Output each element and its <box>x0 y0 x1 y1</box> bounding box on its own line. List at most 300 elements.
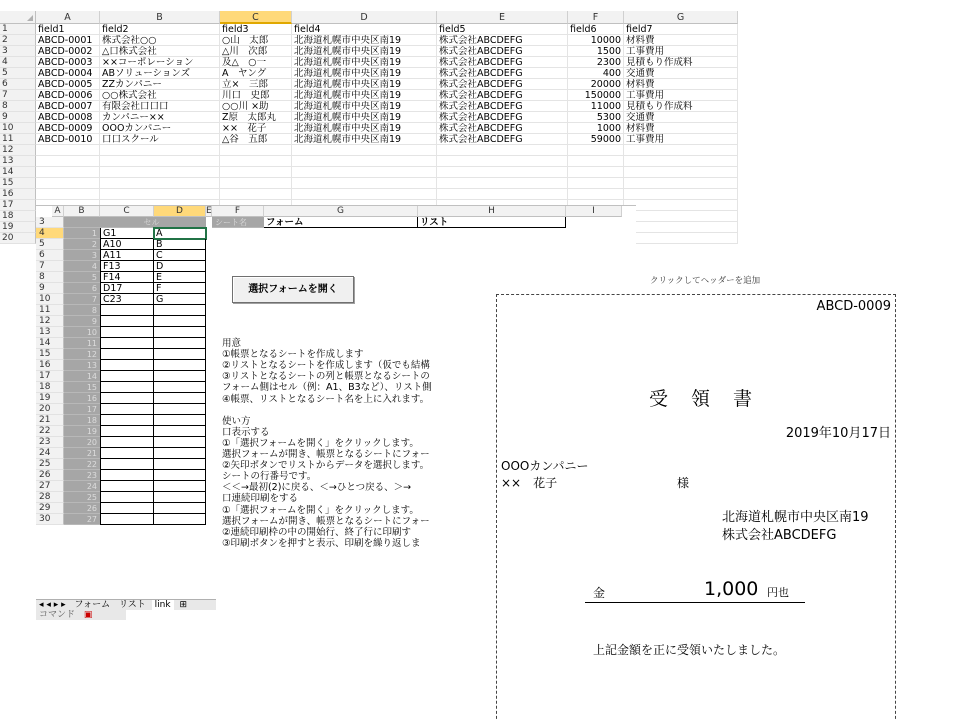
grid-cell[interactable]: 有限会社口口口 <box>100 101 220 112</box>
grid-cell[interactable]: 株式会社ABCDEFG <box>437 90 568 101</box>
grid-cell[interactable]: field1 <box>36 24 100 35</box>
grid-cell[interactable]: 立× 三郎 <box>220 79 292 90</box>
form-cell-ref[interactable]: A10 <box>100 239 154 250</box>
recipient-company: OOOカンパニー <box>501 459 589 473</box>
grid-cell[interactable]: field5 <box>437 24 568 35</box>
index-cell: 16 <box>64 393 100 404</box>
grid-cell[interactable] <box>437 178 568 189</box>
tab-form[interactable]: フォーム <box>74 600 111 610</box>
column-header[interactable]: D <box>292 11 437 24</box>
column-header[interactable]: C <box>220 11 292 24</box>
grid-cell[interactable] <box>624 211 738 222</box>
row-header[interactable]: 24 <box>36 448 64 459</box>
grid-cell[interactable]: 株式会社ABCDEFG <box>437 123 568 134</box>
index-cell: 13 <box>64 360 100 371</box>
form-cell-ref[interactable] <box>100 393 154 404</box>
grid-cell[interactable] <box>36 189 100 200</box>
form-cell-ref[interactable] <box>100 459 154 470</box>
form-cell-ref[interactable]: C23 <box>100 294 154 305</box>
form-cell-ref[interactable] <box>100 426 154 437</box>
grid-cell[interactable]: 北海道札幌市中央区南19 <box>292 123 437 134</box>
grid-cell[interactable] <box>220 178 292 189</box>
list-column-ref[interactable] <box>154 404 206 415</box>
instruction-line: 使い方 <box>222 415 251 427</box>
list-column-ref[interactable]: D <box>154 261 206 272</box>
column-header[interactable]: E <box>206 206 212 216</box>
form-cell-ref[interactable] <box>100 448 154 459</box>
row-header[interactable]: 13 <box>36 327 64 338</box>
grid-cell[interactable]: 北海道札幌市中央区南19 <box>292 90 437 101</box>
row-header[interactable]: 19 <box>36 393 64 404</box>
row-header[interactable]: 4 <box>0 57 36 68</box>
instruction-line: 選択フォームが開き、帳票となるシートにフォー <box>222 515 430 527</box>
list-column-ref[interactable]: E <box>154 272 206 283</box>
row-header[interactable]: 21 <box>36 415 64 426</box>
form-cell-ref[interactable] <box>100 316 154 327</box>
grid-cell[interactable] <box>292 167 437 178</box>
grid-cell[interactable] <box>624 156 738 167</box>
grid-cell[interactable]: 株式会社ABCDEFG <box>437 79 568 90</box>
form-cell-ref[interactable] <box>100 305 154 316</box>
grid-cell[interactable]: 20000 <box>568 79 624 90</box>
form-cell-ref[interactable] <box>100 492 154 503</box>
form-cell-ref[interactable] <box>100 404 154 415</box>
list-column-ref[interactable] <box>154 492 206 503</box>
instruction-line: ②連続印刷枠の中の開始行、終了行に印刷す <box>222 526 412 538</box>
grid-cell[interactable]: 2300 <box>568 57 624 68</box>
form-sheet-name-cell[interactable]: フォーム <box>264 217 418 228</box>
list-column-ref[interactable] <box>154 371 206 382</box>
index-cell: 6 <box>64 283 100 294</box>
grid-cell[interactable]: ABCD-0010 <box>36 134 100 145</box>
grid-cell[interactable] <box>437 156 568 167</box>
row-header[interactable]: 16 <box>36 360 64 371</box>
instruction-line: 口連続印刷をする <box>222 493 299 505</box>
row-header[interactable]: 14 <box>36 338 64 349</box>
column-header[interactable]: C <box>100 206 154 217</box>
grid-cell[interactable]: ABCD-0005 <box>36 79 100 90</box>
grid-cell[interactable]: 交通費 <box>624 68 738 79</box>
grid-cell[interactable] <box>624 233 738 244</box>
grid-cell[interactable]: △川 次郎 <box>220 46 292 57</box>
row-header[interactable]: 8 <box>36 272 64 283</box>
open-select-form-button[interactable]: 選択フォームを開く <box>232 276 354 303</box>
column-header[interactable]: I <box>566 206 622 217</box>
form-cell-ref[interactable] <box>100 338 154 349</box>
column-header[interactable]: A <box>36 11 100 24</box>
row-header[interactable]: 4 <box>36 228 64 239</box>
grid-cell[interactable]: ZZカンパニー <box>100 79 220 90</box>
grid-cell[interactable] <box>36 156 100 167</box>
grid-cell[interactable]: 11000 <box>568 101 624 112</box>
index-cell: 18 <box>64 415 100 426</box>
grid-cell[interactable]: 材料費 <box>624 35 738 46</box>
grid-cell[interactable]: ABソリューションズ <box>100 68 220 79</box>
grid-cell[interactable]: 口口スクール <box>100 134 220 145</box>
receipt-date: 2019年10月17日 <box>785 426 891 441</box>
tab-list[interactable]: リスト <box>118 600 146 610</box>
grid-cell[interactable]: ABCD-0002 <box>36 46 100 57</box>
form-cell-ref[interactable] <box>100 503 154 514</box>
grid-cell[interactable]: ××コーポレーション <box>100 57 220 68</box>
grid-cell[interactable] <box>568 145 624 156</box>
add-header-hint[interactable]: クリックしてヘッダーを追加 <box>650 276 761 286</box>
form-cell-ref[interactable]: F14 <box>100 272 154 283</box>
instruction-line: ②リストとなるシートを作成します（仮でも結構 <box>222 360 430 372</box>
grid-cell[interactable] <box>220 145 292 156</box>
grid-cell[interactable] <box>437 189 568 200</box>
row-header[interactable]: 2 <box>0 35 36 46</box>
list-column-ref[interactable]: B <box>154 239 206 250</box>
grid-cell[interactable]: 400 <box>568 68 624 79</box>
column-header[interactable]: D <box>154 206 206 217</box>
grid-cell[interactable]: Z原 太郎丸 <box>220 112 292 123</box>
instruction-line: ④帳票、リストとなるシート名を上に入れます。 <box>222 393 430 405</box>
list-sheet-name-cell[interactable]: リスト <box>418 217 566 228</box>
grid-cell[interactable]: ○○川 ×助 <box>220 101 292 112</box>
row-header[interactable]: 15 <box>0 178 36 189</box>
row-header[interactable]: 10 <box>0 123 36 134</box>
row-header[interactable]: 6 <box>0 79 36 90</box>
grid-cell[interactable]: ABCD-0009 <box>36 123 100 134</box>
grid-cell[interactable]: 材料費 <box>624 123 738 134</box>
row-header[interactable]: 18 <box>36 382 64 393</box>
grid-cell[interactable]: 北海道札幌市中央区南19 <box>292 35 437 46</box>
row-header[interactable]: 28 <box>36 492 64 503</box>
grid-cell[interactable] <box>292 189 437 200</box>
list-column-ref[interactable] <box>154 426 206 437</box>
list-column-ref[interactable] <box>154 316 206 327</box>
list-column-ref[interactable] <box>154 305 206 316</box>
index-cell: 25 <box>64 492 100 503</box>
row-header[interactable]: 19 <box>0 222 36 233</box>
macro-record-icon[interactable]: ▣ <box>83 610 93 620</box>
grid-cell[interactable] <box>292 145 437 156</box>
grid-cell[interactable]: 株式会社ABCDEFG <box>437 35 568 46</box>
honorific: 様 <box>677 476 690 490</box>
receipt-title: 受 領 書 <box>649 388 755 410</box>
list-column-ref[interactable] <box>154 349 206 360</box>
form-cell-ref[interactable] <box>100 437 154 448</box>
grid-cell[interactable] <box>624 200 738 211</box>
form-cell-ref[interactable] <box>100 327 154 338</box>
grid-cell[interactable]: 見積もり作成料 <box>624 57 738 68</box>
grid-cell[interactable]: 北海道札幌市中央区南19 <box>292 112 437 123</box>
index-cell: 27 <box>64 514 100 525</box>
row-header[interactable]: 3 <box>0 46 36 57</box>
grid-cell[interactable] <box>437 145 568 156</box>
form-cell-ref[interactable] <box>100 371 154 382</box>
column-header[interactable]: B <box>64 206 100 217</box>
grid-cell[interactable] <box>100 189 220 200</box>
row-header[interactable]: 13 <box>0 156 36 167</box>
index-cell: 8 <box>64 305 100 316</box>
index-cell: 10 <box>64 327 100 338</box>
grid-cell[interactable]: ABCD-0008 <box>36 112 100 123</box>
issuer-address: 北海道札幌市中央区南19 <box>722 510 869 525</box>
index-cell: 12 <box>64 349 100 360</box>
grid-cell[interactable]: 北海道札幌市中央区南19 <box>292 101 437 112</box>
column-header[interactable]: F <box>212 206 264 217</box>
index-cell: 21 <box>64 448 100 459</box>
list-column-ref[interactable] <box>154 338 206 349</box>
grid-cell[interactable]: A ヤング <box>220 68 292 79</box>
index-cell: 17 <box>64 404 100 415</box>
grid-cell[interactable] <box>568 167 624 178</box>
receipt-preview <box>434 250 960 720</box>
row-header[interactable]: 11 <box>36 305 64 316</box>
grid-cell[interactable]: 1500 <box>568 46 624 57</box>
list-column-ref[interactable] <box>154 327 206 338</box>
form-cell-ref[interactable] <box>100 481 154 492</box>
form-cell-ref[interactable]: F13 <box>100 261 154 272</box>
cell-column-title: セル <box>100 217 206 228</box>
grid-cell[interactable]: ABCD-0001 <box>36 35 100 46</box>
index-cell: 19 <box>64 426 100 437</box>
instruction-line: フォーム側はセル（例：A1、B3など）、リスト側 <box>222 382 432 394</box>
grid-cell[interactable]: 150000 <box>568 90 624 101</box>
amount-unit: 円也 <box>767 586 789 599</box>
grid-cell[interactable] <box>100 178 220 189</box>
grid-cell[interactable] <box>220 156 292 167</box>
form-cell-ref[interactable] <box>100 470 154 481</box>
instruction-line: ①「選択フォームを開く」をクリックします。 <box>222 437 419 449</box>
grid-cell[interactable]: 株式会社○○ <box>100 35 220 46</box>
row-header[interactable]: 10 <box>36 294 64 305</box>
select-all-corner[interactable] <box>0 11 36 24</box>
grid-cell[interactable] <box>624 145 738 156</box>
list-column-ref[interactable] <box>154 459 206 470</box>
grid-cell[interactable] <box>36 178 100 189</box>
index-cell: 4 <box>64 261 100 272</box>
amount-label: 金 <box>593 586 606 600</box>
grid-cell[interactable]: ABCD-0006 <box>36 90 100 101</box>
sheet-name-label: シート名 <box>212 217 264 228</box>
grid-cell[interactable] <box>220 167 292 178</box>
grid-cell[interactable]: 交通費 <box>624 112 738 123</box>
grid-cell[interactable]: 10000 <box>568 35 624 46</box>
grid-cell[interactable]: 北海道札幌市中央区南19 <box>292 134 437 145</box>
grid-cell[interactable] <box>100 167 220 178</box>
grid-cell[interactable]: 59000 <box>568 134 624 145</box>
row-header[interactable]: 30 <box>36 514 64 525</box>
row-header[interactable]: 17 <box>0 200 36 211</box>
grid-cell[interactable]: 川口 史郎 <box>220 90 292 101</box>
grid-cell[interactable] <box>568 189 624 200</box>
grid-cell[interactable]: field6 <box>568 24 624 35</box>
sheet-tab-bar <box>36 599 216 610</box>
grid-cell[interactable]: field7 <box>624 24 738 35</box>
list-column-ref[interactable]: G <box>154 294 206 305</box>
row-header[interactable]: 16 <box>0 189 36 200</box>
grid-cell[interactable] <box>437 167 568 178</box>
grid-cell[interactable]: ABCD-0007 <box>36 101 100 112</box>
grid-cell[interactable]: 及△ ○一 <box>220 57 292 68</box>
index-cell: 22 <box>64 459 100 470</box>
row-header[interactable]: 12 <box>0 145 36 156</box>
list-column-ref[interactable] <box>154 415 206 426</box>
form-cell-ref[interactable]: D17 <box>100 283 154 294</box>
index-cell: 23 <box>64 470 100 481</box>
row-header[interactable]: 7 <box>36 261 64 272</box>
row-header[interactable]: 23 <box>36 437 64 448</box>
grid-cell[interactable] <box>624 178 738 189</box>
instruction-line: 口表示する <box>222 426 270 438</box>
grid-cell[interactable] <box>36 167 100 178</box>
row-header[interactable]: 6 <box>36 250 64 261</box>
list-column-ref[interactable] <box>154 437 206 448</box>
grid-cell[interactable]: field3 <box>220 24 292 35</box>
column-header[interactable]: G <box>624 11 738 24</box>
grid-cell[interactable] <box>36 145 100 156</box>
index-cell: 26 <box>64 503 100 514</box>
list-column-ref[interactable] <box>154 470 206 481</box>
index-cell: 15 <box>64 382 100 393</box>
column-header[interactable]: G <box>264 206 418 217</box>
row-header[interactable]: 9 <box>0 112 36 123</box>
column-header[interactable]: A <box>52 206 64 217</box>
list-column-ref[interactable]: C <box>154 250 206 261</box>
index-cell: 24 <box>64 481 100 492</box>
grid-cell[interactable] <box>624 222 738 233</box>
grid-cell[interactable] <box>568 156 624 167</box>
grid-cell[interactable]: 株式会社ABCDEFG <box>437 68 568 79</box>
page-frame <box>496 294 896 720</box>
list-column-ref[interactable] <box>154 503 206 514</box>
grid-cell[interactable]: 北海道札幌市中央区南19 <box>292 79 437 90</box>
grid-cell[interactable]: 工事費用 <box>624 134 738 145</box>
list-column-ref[interactable]: A <box>154 228 206 239</box>
instruction-line: ③印刷ボタンを押すと表示、印刷を繰り返しま <box>222 537 421 549</box>
grid-cell[interactable]: 株式会社ABCDEFG <box>437 134 568 145</box>
row-header[interactable]: 11 <box>0 134 36 145</box>
grid-cell[interactable]: 工事費用 <box>624 46 738 57</box>
index-cell: 14 <box>64 371 100 382</box>
row-header[interactable]: 14 <box>0 167 36 178</box>
grid-cell[interactable]: ○○株式会社 <box>100 90 220 101</box>
form-cell-ref[interactable] <box>100 349 154 360</box>
row-header[interactable]: 26 <box>36 470 64 481</box>
grid-cell[interactable]: 北海道札幌市中央区南19 <box>292 46 437 57</box>
row-header[interactable]: 22 <box>36 426 64 437</box>
grid-cell[interactable]: 株式会社ABCDEFG <box>437 112 568 123</box>
grid-cell[interactable]: △谷 五郎 <box>220 134 292 145</box>
row-header[interactable]: 8 <box>0 101 36 112</box>
row-header[interactable]: 18 <box>0 211 36 222</box>
index-cell <box>64 217 100 228</box>
index-cell: 2 <box>64 239 100 250</box>
row-header[interactable]: 20 <box>0 233 36 244</box>
row-header[interactable]: 20 <box>36 404 64 415</box>
row-header[interactable]: 5 <box>36 239 64 250</box>
grid-cell[interactable]: 材料費 <box>624 79 738 90</box>
grid-cell[interactable]: field2 <box>100 24 220 35</box>
grid-cell[interactable]: ×× 花子 <box>220 123 292 134</box>
form-cell-ref[interactable]: A11 <box>100 250 154 261</box>
grid-cell[interactable] <box>100 145 220 156</box>
grid-cell[interactable] <box>220 189 292 200</box>
list-column-ref[interactable] <box>154 393 206 404</box>
grid-cell[interactable] <box>624 189 738 200</box>
index-cell: 7 <box>64 294 100 305</box>
index-cell: 5 <box>64 272 100 283</box>
grid-cell[interactable]: OOOカンパニー <box>100 123 220 134</box>
row-header[interactable]: 29 <box>36 503 64 514</box>
form-cell-ref[interactable] <box>100 415 154 426</box>
list-column-ref[interactable] <box>154 360 206 371</box>
status-bar <box>36 610 126 620</box>
instruction-line: シートの行番号です。 <box>222 471 317 483</box>
row-header[interactable]: 17 <box>36 371 64 382</box>
grid-cell[interactable]: 工事費用 <box>624 90 738 101</box>
tab-nav-arrows-icon[interactable]: ◂ ◂ ▸ ▸ <box>39 600 66 610</box>
row-header[interactable]: 3 <box>36 217 64 228</box>
row-header[interactable]: 12 <box>36 316 64 327</box>
grid-cell[interactable] <box>292 156 437 167</box>
grid-cell[interactable]: △口株式会社 <box>100 46 220 57</box>
form-cell-ref[interactable]: G1 <box>100 228 154 239</box>
row-header[interactable]: 7 <box>0 90 36 101</box>
row-header[interactable]: 5 <box>0 68 36 79</box>
grid-cell[interactable]: ○山 太郎 <box>220 35 292 46</box>
issuer-name: 株式会社ABCDEFG <box>722 528 837 543</box>
instruction-line: ①「選択フォームを開く」をクリックします。 <box>222 504 419 516</box>
grid-cell[interactable]: カンパニー×× <box>100 112 220 123</box>
grid-cell[interactable]: field4 <box>292 24 437 35</box>
tab-link[interactable]: link <box>152 600 174 611</box>
grid-cell[interactable]: 株式会社ABCDEFG <box>437 46 568 57</box>
instruction-line: ②矢印ボタンでリストからデータを選択します。 <box>222 460 430 472</box>
grid-cell[interactable]: 北海道札幌市中央区南19 <box>292 57 437 68</box>
form-cell-ref[interactable] <box>100 514 154 525</box>
grid-cell[interactable]: ABCD-0003 <box>36 57 100 68</box>
list-column-ref[interactable] <box>154 382 206 393</box>
row-header[interactable]: 25 <box>36 459 64 470</box>
list-column-ref[interactable] <box>154 448 206 459</box>
list-column-ref[interactable]: F <box>154 283 206 294</box>
grid-cell[interactable]: 株式会社ABCDEFG <box>437 57 568 68</box>
instruction-line: ①帳票となるシートを作成します <box>222 349 364 361</box>
grid-cell[interactable]: ABCD-0004 <box>36 68 100 79</box>
index-cell: 1 <box>64 228 100 239</box>
column-header[interactable]: H <box>418 206 566 217</box>
grid-cell[interactable]: 1000 <box>568 123 624 134</box>
amount-value: 1,000 <box>704 578 759 600</box>
list-column-ref[interactable] <box>154 514 206 525</box>
row-header[interactable]: 9 <box>36 283 64 294</box>
recipient-person: ×× 花子 <box>501 476 558 490</box>
form-cell-ref[interactable] <box>100 360 154 371</box>
form-cell-ref[interactable] <box>100 382 154 393</box>
list-column-ref[interactable] <box>154 481 206 492</box>
grid-cell[interactable] <box>624 167 738 178</box>
row-header[interactable]: 27 <box>36 481 64 492</box>
index-cell: 3 <box>64 250 100 261</box>
column-header[interactable]: B <box>100 11 220 24</box>
grid-cell[interactable] <box>292 178 437 189</box>
column-header[interactable]: E <box>437 11 568 24</box>
grid-cell[interactable]: 北海道札幌市中央区南19 <box>292 68 437 79</box>
grid-cell[interactable]: 見積もり作成料 <box>624 101 738 112</box>
row-header[interactable]: 1 <box>0 24 36 35</box>
column-header[interactable]: F <box>568 11 624 24</box>
grid-cell[interactable] <box>100 156 220 167</box>
grid-cell[interactable]: 株式会社ABCDEFG <box>437 101 568 112</box>
row-header[interactable]: 15 <box>36 349 64 360</box>
new-sheet-icon[interactable]: ⊞ <box>179 600 188 610</box>
grid-cell[interactable] <box>568 178 624 189</box>
grid-cell[interactable]: 5300 <box>568 112 624 123</box>
